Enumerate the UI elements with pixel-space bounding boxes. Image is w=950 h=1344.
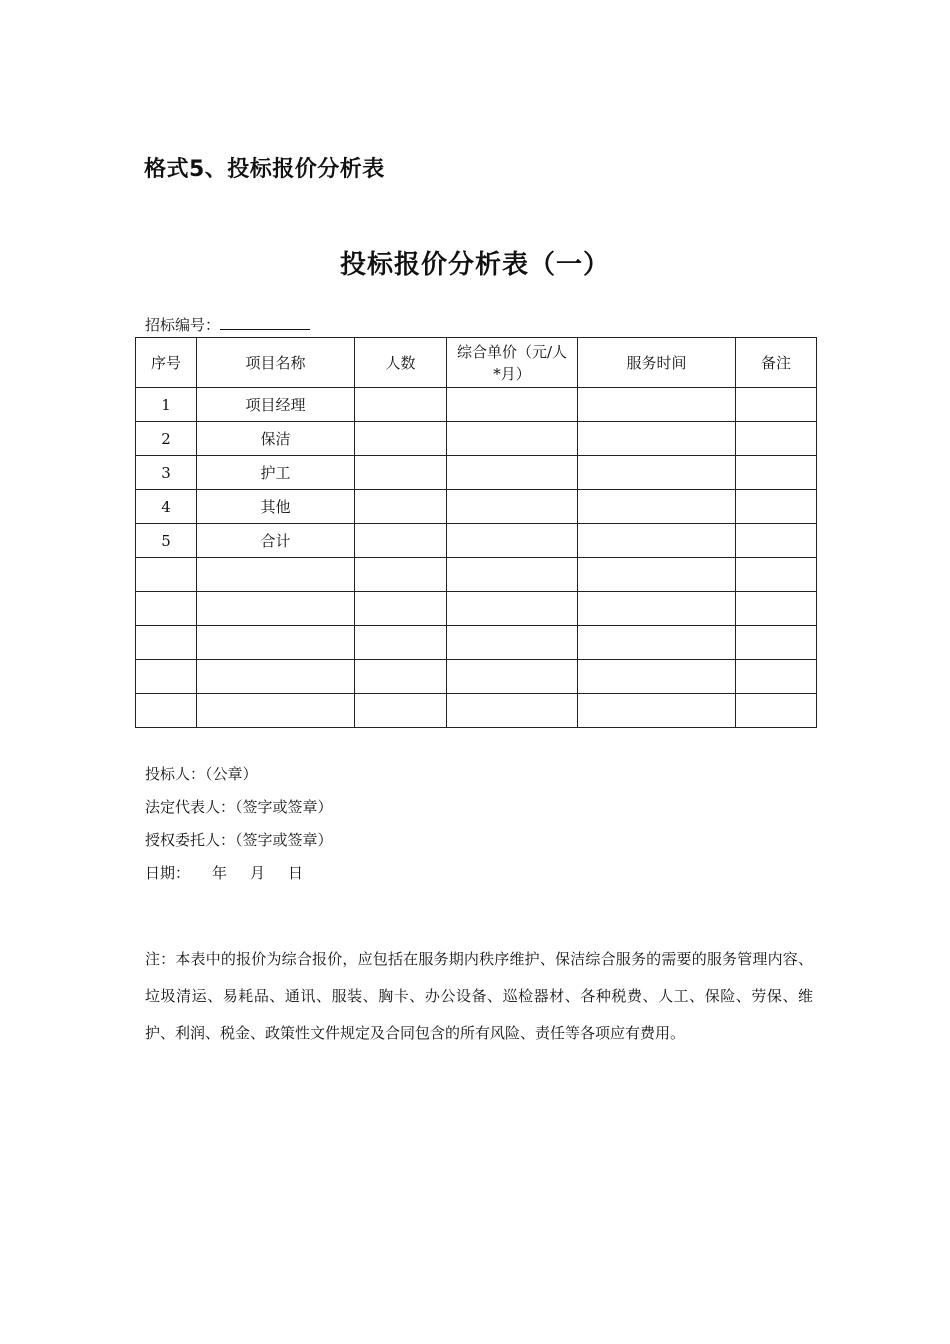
table-row	[136, 558, 817, 592]
date-label: 日期：	[145, 864, 191, 882]
table-cell	[447, 388, 578, 422]
table-row	[136, 524, 817, 558]
table-cell: 4	[136, 490, 197, 524]
table-cell	[355, 558, 447, 592]
tender-number-label: 招标编号：	[145, 316, 221, 334]
table-cell	[197, 626, 355, 660]
table-cell	[447, 490, 578, 524]
table-cell	[578, 592, 736, 626]
table-cell	[355, 694, 447, 728]
table-cell	[578, 626, 736, 660]
table-cell	[447, 694, 578, 728]
table-cell	[736, 524, 817, 558]
date-year: 年	[212, 864, 228, 882]
table-cell	[136, 558, 197, 592]
table-cell	[447, 456, 578, 490]
table-cell: 护工	[197, 456, 355, 490]
table-cell	[578, 660, 736, 694]
table-cell: 项目经理	[197, 388, 355, 422]
table-cell	[578, 490, 736, 524]
table-cell	[197, 660, 355, 694]
header-item-name: 项目名称	[197, 338, 355, 388]
table-cell	[355, 456, 447, 490]
table-cell	[355, 660, 447, 694]
table-cell: 5	[136, 524, 197, 558]
header-headcount: 人数	[355, 338, 447, 388]
pricing-note: 注：本表中的报价为综合报价，应包括在服务期内秩序维护、保洁综合服务的需要的服务管理内容、垃圾清运、易耗品、通讯、服装、胸卡、办公设备、巡检器材、各种税费、人工、保险、劳保、维护、利润、税金、政策性文件规定及合同包含的所有风险、责任等各项应有费用。	[145, 950, 813, 1042]
table-cell	[136, 694, 197, 728]
table-cell	[736, 626, 817, 660]
table-row	[136, 388, 817, 422]
table-cell	[736, 660, 817, 694]
tender-number-blank	[220, 315, 310, 330]
table-cell	[355, 422, 447, 456]
table-row	[136, 592, 817, 626]
table-cell	[736, 490, 817, 524]
table-row	[136, 660, 817, 694]
table-cell	[355, 490, 447, 524]
table-row	[136, 694, 817, 728]
table-cell: 合计	[197, 524, 355, 558]
table-cell: 3	[136, 456, 197, 490]
header-service-time: 服务时间	[578, 338, 736, 388]
table-cell	[197, 592, 355, 626]
table-cell	[355, 626, 447, 660]
table-cell	[355, 524, 447, 558]
table-cell	[136, 592, 197, 626]
table-cell: 2	[136, 422, 197, 456]
bidder-seal-line: 投标人：（公章）	[145, 765, 258, 783]
quote-analysis-table	[135, 337, 817, 728]
table-cell	[136, 660, 197, 694]
table-cell	[578, 694, 736, 728]
table-cell	[736, 694, 817, 728]
table-row	[136, 456, 817, 490]
table-cell	[736, 558, 817, 592]
table-row	[136, 422, 817, 456]
table-cell	[447, 524, 578, 558]
table-cell	[578, 422, 736, 456]
table-cell	[197, 558, 355, 592]
table-cell	[447, 558, 578, 592]
table-cell: 保洁	[197, 422, 355, 456]
table-row	[136, 490, 817, 524]
table-cell	[197, 694, 355, 728]
table-cell	[578, 456, 736, 490]
table-cell	[578, 524, 736, 558]
document-title: 投标报价分析表（一）	[339, 250, 610, 280]
table-cell	[578, 388, 736, 422]
header-remarks: 备注	[736, 338, 817, 388]
legal-representative-line: 法定代表人：（签字或签章）	[145, 798, 333, 816]
table-cell: 其他	[197, 490, 355, 524]
table-cell	[736, 592, 817, 626]
table-cell	[736, 456, 817, 490]
header-serial: 序号	[136, 338, 197, 388]
table-cell	[578, 558, 736, 592]
table-cell	[355, 388, 447, 422]
date-month: 月	[250, 864, 266, 882]
table-cell: 1	[136, 388, 197, 422]
date-line	[145, 862, 326, 883]
date-day: 日	[288, 864, 304, 882]
header-unit-price: 综合单价（元/人*月）	[447, 338, 578, 388]
table-cell	[736, 422, 817, 456]
table-header-row	[136, 338, 817, 388]
tender-number	[145, 314, 310, 335]
table-cell	[447, 422, 578, 456]
table-cell	[136, 626, 197, 660]
authorized-agent-line: 授权委托人：（签字或签章）	[145, 831, 333, 849]
table-cell	[447, 660, 578, 694]
table-cell	[736, 388, 817, 422]
table-cell	[447, 592, 578, 626]
table-cell	[447, 626, 578, 660]
table-cell	[355, 592, 447, 626]
table-row	[136, 626, 817, 660]
section-heading: 格式5、投标报价分析表	[144, 157, 385, 182]
